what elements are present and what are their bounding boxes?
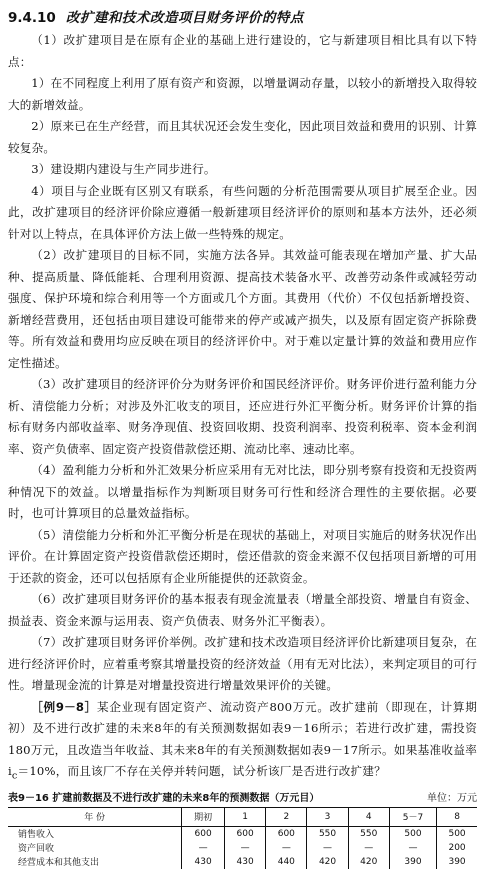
table-cell: 500 xyxy=(389,826,436,841)
example-label: ［例9－8］ xyxy=(31,699,97,714)
paragraph-2: 1）在不同程度上利用了原有资产和资源，以增量调动存量，以较小的新增投入取得较大的新增效益。 xyxy=(8,76,477,112)
table-cell: — xyxy=(225,841,266,855)
table-cell: 420 xyxy=(307,855,348,869)
header-4: 4 xyxy=(348,807,389,826)
header-1: 1 xyxy=(225,807,266,826)
table-cell: 550 xyxy=(348,826,389,841)
header-3: 3 xyxy=(307,807,348,826)
header-initial: 期初 xyxy=(182,807,225,826)
table-cell: 600 xyxy=(182,826,225,841)
paragraph-10: （6）改扩建项目财务评价的基本报表有现金流量表（增量全部投资、增量自有资金、损益表、资金来源与运用表、资产负债表、财务外汇平衡表）。 xyxy=(8,592,477,628)
paragraph-6: （2）改扩建项目的目标不同，实施方法各异。其效益可能表现在增加产量、扩大品种、提高质量、降低能耗、合理利用资源、提高技术装备水平、改善劳动条件或减轻劳动强度、保护环境和综合利用等一个方面或几个方面。其费用（代价）不仅包括新增投资、新增经营费用，还包括由项目建设可能带来的停产或减产损失，以及原有固定资产拆除费等。所有效益和费用均应反映在项目的经济评价中。对于难以定量计算的效益和费用应作定性描述。 xyxy=(8,248,477,370)
table-caption xyxy=(8,791,477,807)
table-cell: 销售收入 xyxy=(18,830,55,841)
table-row xyxy=(8,841,477,855)
table-unit: 单位：万元 xyxy=(427,792,477,804)
header-year: 年 份 xyxy=(84,813,106,824)
table-cell: — xyxy=(348,841,389,855)
table-cell: — xyxy=(389,841,436,855)
header-2: 2 xyxy=(266,807,307,826)
table-row xyxy=(8,826,477,841)
paragraph-1: （1）改扩建项目是在原有企业的基础上进行建设的，它与新建项目相比具有以下特点： xyxy=(8,33,477,69)
table-row xyxy=(8,855,477,869)
table-cell: 430 xyxy=(225,855,266,869)
example-text-after: ＝10%，而且该厂不存在关停并转问题，试分析该厂是否进行改扩建？ xyxy=(17,764,386,778)
header-8: 8 xyxy=(437,807,477,826)
example-subscript: c xyxy=(11,770,18,782)
forecast-table xyxy=(8,807,477,869)
example-text: 某企业现有固定资产、流动资产800万元。改扩建前（即现在，计算期初）及不进行改扩建的未来8年的有关预测数据如表9－16所示；若进行改扩建，需投资180万元，且改造当年收益、其未来8年的有关预测数据如表9－17所示。如果基准收益率 i xyxy=(8,699,477,778)
table-cell: 390 xyxy=(389,855,436,869)
paragraph-9: （5）清偿能力分析和外汇平衡分析是在现状的基础上，对项目实施后的财务状况作出评价。在计算固定资产投资借款偿还期时，偿还借款的资金来源不仅包括项目新增的可用于还款的资金，还可以包括原有企业所能提供的还款资金。 xyxy=(8,527,477,585)
table-cell: 经营成本和其他支出 xyxy=(18,858,100,869)
table-cell: 420 xyxy=(348,855,389,869)
table-cell: 600 xyxy=(225,826,266,841)
table-cell: 资产回收 xyxy=(18,844,55,855)
table-cell: 550 xyxy=(307,826,348,841)
table-title: 表9－16 扩建前数据及不进行改扩建的未来8年的预测数据（万元目） xyxy=(8,792,320,804)
paragraph-3: 2）原来已在生产经营，而且其状况还会发生变化，因此项目效益和费用的识别、计算较复杂。 xyxy=(8,119,477,155)
paragraph-7: （3）改扩建项目的经济评价分为财务评价和国民经济评价。财务评价进行盈利能力分析、清偿能力分析；对涉及外汇收支的项目，还应进行外汇平衡分析。财务评价计算的指标有财务内部收益率、财务净现值、投资回收期、投资利润率、投资利税率、资本金利润率、资产负债率、固定资产投资借款偿还期、流动比率、速动比率。 xyxy=(8,377,477,456)
table-cell: 440 xyxy=(266,855,307,869)
table-cell: 600 xyxy=(266,826,307,841)
table-cell: 500 xyxy=(437,826,477,841)
table-cell: 390 xyxy=(437,855,477,869)
paragraph-4: 3）建设期内建设与生产同步进行。 xyxy=(31,162,216,176)
table-cell: — xyxy=(307,841,348,855)
paragraph-5: 4）项目与企业既有区别又有联系，有些问题的分析范围需要从项目扩展至企业。因此，改扩建项目的经济评价除应遵循一般新建项目经济评价的原则和基本方法外，还必须针对以上特点，在具体评价方法上做一些特殊的规定。 xyxy=(8,183,477,241)
example-paragraph xyxy=(8,697,477,787)
header-5-7: 5－7 xyxy=(389,807,436,826)
table-cell: 200 xyxy=(437,841,477,855)
paragraph-8: （4）盈利能力分析和外汇效果分析应采用有无对比法，即分别考察有投资和无投资两种情况下的效益。以增量指标作为判断项目财务可行性和经济合理性的主要依据。必要时，也可计算项目的总量效益指标。 xyxy=(8,463,477,520)
table-cell: 430 xyxy=(182,855,225,869)
table-cell: — xyxy=(182,841,225,855)
section-heading xyxy=(8,8,477,28)
section-title: 改扩建和技术改造项目财务评价的特点 xyxy=(65,10,304,26)
section-number: 9.4.10 xyxy=(8,10,56,26)
paragraph-11: （7）改扩建项目财务评价举例。改扩建和技术改造项目经济评价比新建项目复杂，在进行经济评价时，应着重考察其增量投资的经济效益（用有无对比法），来判定项目的可行性。增量现金流的计算是对增量投资进行增量效果评价的关键。 xyxy=(8,635,477,692)
table-header-row xyxy=(8,807,477,826)
table-cell: — xyxy=(266,841,307,855)
